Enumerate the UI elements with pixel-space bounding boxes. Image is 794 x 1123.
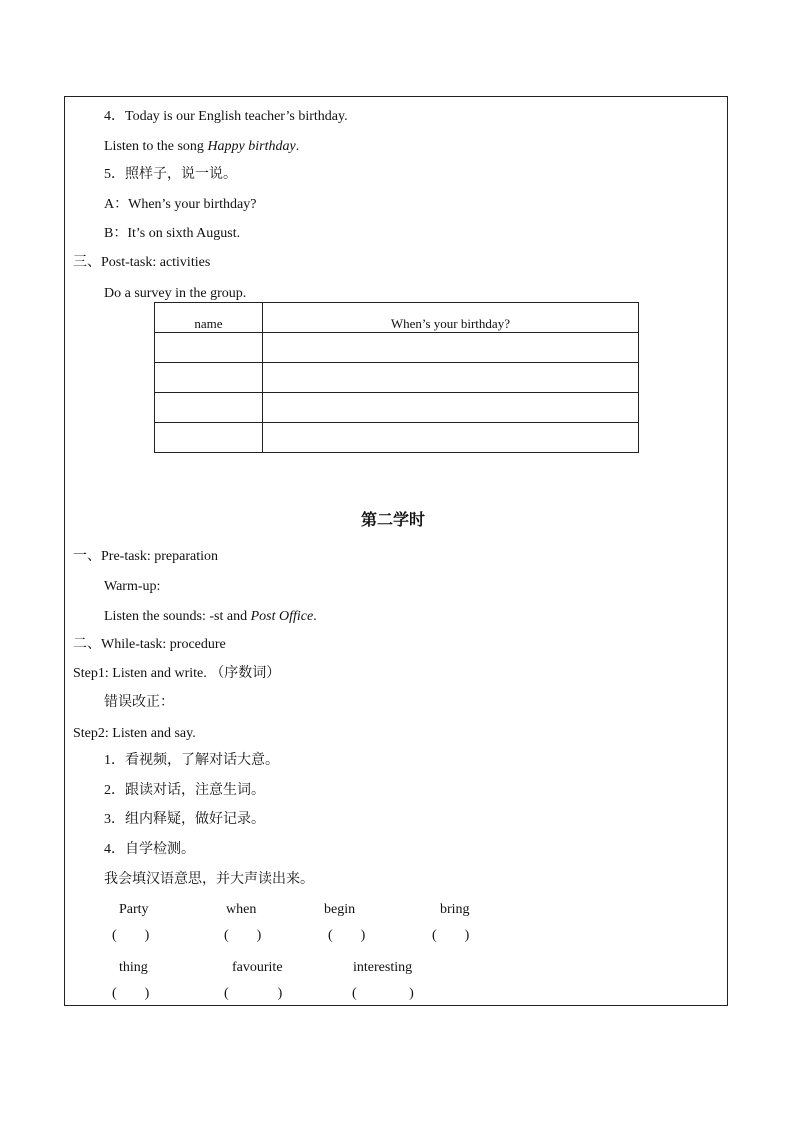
vocab-word: Party — [119, 902, 149, 917]
step2-item-1: 1．看视频，了解对话大意。 — [104, 753, 279, 768]
answer-blank[interactable]: ( ) — [112, 928, 150, 943]
fill-instruction: 我会填汉语意思，并大声读出来。 — [104, 872, 314, 887]
answer-blank[interactable]: ( ) — [432, 928, 470, 943]
survey-cell — [262, 363, 638, 393]
listen-song-line — [104, 138, 299, 156]
listen-sounds-prefix: Listen the sounds: -st and — [104, 609, 251, 624]
answer-blank[interactable]: ( ) — [352, 986, 414, 1001]
answer-blank[interactable]: ( ) — [328, 928, 366, 943]
dialog-a: A：When’s your birthday? — [104, 197, 257, 212]
survey-row — [155, 423, 639, 453]
correction-label: 错误改正： — [104, 695, 174, 710]
vocab-word: bring — [440, 902, 470, 917]
survey-cell — [262, 423, 638, 453]
vocab-word: favourite — [232, 960, 283, 975]
vocab-word: begin — [324, 902, 356, 917]
survey-cell — [262, 393, 638, 423]
listen-song-prefix: Listen to the song — [104, 139, 208, 154]
step2-item-3: 3．组内释疑，做好记录。 — [104, 812, 265, 827]
step2-item-2: 2．跟读对话，注意生词。 — [104, 783, 265, 798]
line-5: 5．照样子，说一说。 — [104, 167, 237, 182]
survey-cell — [155, 333, 263, 363]
vocab-word: thing — [119, 960, 148, 975]
vocab-word: when — [226, 902, 257, 917]
survey-row — [155, 363, 639, 393]
survey-header-birthday: When’s your birthday? — [262, 303, 638, 333]
step2: Step2: Listen and say. — [73, 726, 196, 741]
survey-instruction: Do a survey in the group. — [104, 286, 247, 301]
dialog-b: B：It’s on sixth August. — [104, 226, 241, 241]
survey-row — [155, 333, 639, 363]
survey-header-name: name — [155, 303, 263, 333]
survey-row — [155, 393, 639, 423]
step1: Step1: Listen and write. （序数词） — [73, 666, 281, 681]
answer-blank[interactable]: ( ) — [224, 928, 262, 943]
survey-cell — [262, 333, 638, 363]
survey-cell — [155, 423, 263, 453]
line-4: 4．Today is our English teacher’s birthday. — [104, 109, 348, 124]
post-task-heading: 三、Post-task: activities — [73, 255, 211, 270]
survey-table — [154, 302, 639, 453]
survey-cell — [155, 393, 263, 423]
pre-task-heading: 一、Pre-task: preparation — [73, 549, 219, 564]
post-office-text: Post Office — [250, 609, 314, 624]
survey-header-row — [155, 303, 639, 333]
while-task-heading: 二、While-task: procedure — [73, 637, 226, 652]
answer-blank[interactable]: ( ) — [112, 986, 150, 1001]
warm-up: Warm-up: — [104, 579, 161, 594]
listen-sounds-suffix: . — [313, 609, 317, 624]
listen-sounds-line — [104, 608, 317, 626]
song-title: Happy birthday — [207, 139, 296, 154]
step2-item-4: 4．自学检测。 — [104, 842, 195, 857]
vocab-word: interesting — [353, 960, 413, 975]
survey-cell — [155, 363, 263, 393]
listen-song-suffix: . — [295, 139, 300, 154]
lesson2-title: 第二学时 — [361, 512, 426, 529]
answer-blank[interactable]: ( ) — [224, 986, 283, 1001]
